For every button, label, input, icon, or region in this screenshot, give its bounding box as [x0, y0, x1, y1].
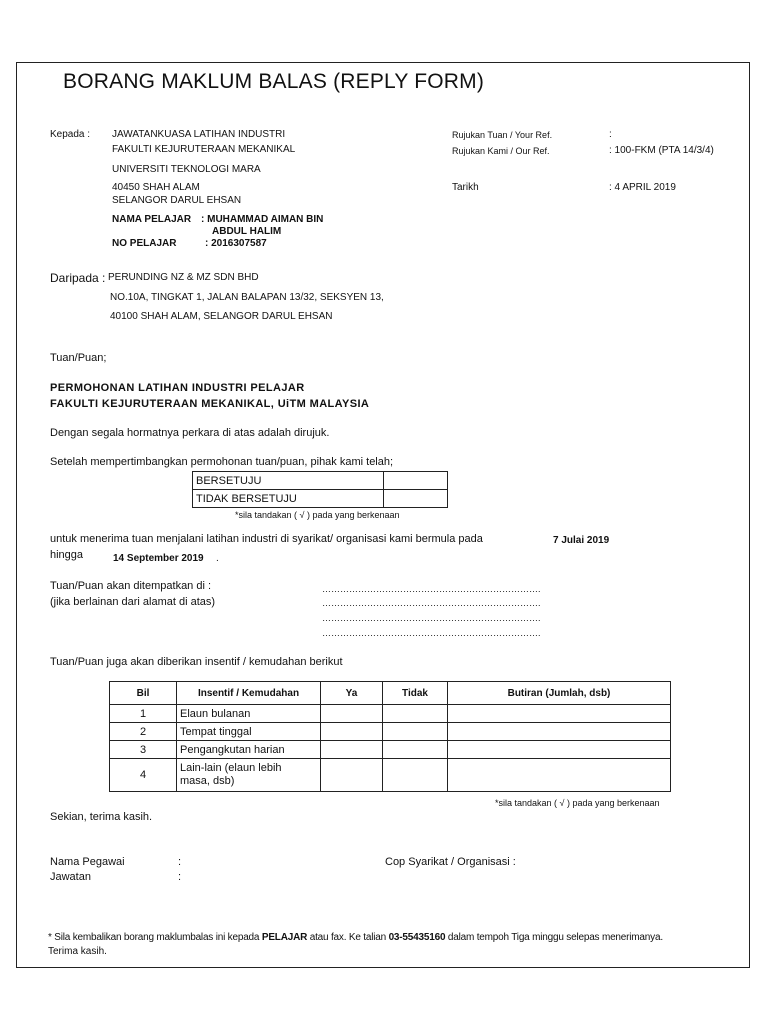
end-date: 14 September 2019: [113, 553, 204, 564]
paragraph-3: untuk menerima tuan menjalani latihan industri di syarikat/ organisasi kami bermula pada: [50, 533, 483, 545]
cell-butiran[interactable]: [448, 723, 671, 741]
placement-label: Tuan/Puan akan ditempatkan di :: [50, 580, 212, 592]
row-item-line-1: Lain-lain (elaun lebih: [180, 762, 282, 774]
table-row: [110, 723, 671, 741]
cell-ya[interactable]: [321, 705, 383, 723]
row-number: 3: [110, 741, 177, 759]
footer-pelajar: PELAJAR: [261, 932, 308, 943]
cell-tidak[interactable]: [383, 759, 448, 792]
tick-note-2: *sila tandakan ( √ ) pada yang berkenaan: [495, 798, 660, 808]
cell-tidak[interactable]: [383, 723, 448, 741]
table-row: [110, 759, 671, 792]
row-item: Tempat tinggal: [177, 723, 321, 741]
row-number: 1: [110, 705, 177, 723]
footer-phone: 03-55435160: [388, 932, 446, 943]
row-number: 2: [110, 723, 177, 741]
kepada-line-1: JAWATANKUASA LATIHAN INDUSTRI: [112, 129, 286, 140]
salutation: Tuan/Puan;: [50, 352, 107, 364]
daripada-line-3: 40100 SHAH ALAM, SELANGOR DARUL EHSAN: [110, 311, 333, 322]
footer-text-3: dalam tempoh Tiga minggu selepas menerimanya.: [445, 932, 663, 943]
daripada-label: Daripada :: [50, 271, 106, 285]
header-ya: Ya: [321, 682, 383, 705]
row-item: Pengangkutan harian: [177, 741, 321, 759]
student-no-value: : 2016307587: [205, 238, 267, 249]
footer-thanks: Terima kasih.: [48, 946, 107, 957]
paragraph-2: Setelah mempertimbangkan permohonan tuan/puan, pihak kami telah;: [50, 456, 394, 468]
cell-tidak[interactable]: [383, 741, 448, 759]
officer-name-label: Nama Pegawai: [50, 856, 125, 868]
daripada-line-2: NO.10A, TINGKAT 1, JALAN BALAPAN 13/32, SEKSYEN 13,: [110, 292, 384, 303]
placement-dots-2[interactable]: ……………………………………………………………….: [322, 598, 541, 608]
table-row: [110, 705, 671, 723]
placement-note: (jika berlainan dari alamat di atas): [50, 596, 216, 608]
date-label: Tarikh: [452, 182, 479, 193]
date-value: : 4 APRIL 2019: [609, 182, 676, 193]
table-row: [193, 490, 448, 508]
your-ref-value: :: [609, 129, 612, 140]
approval-table: [192, 471, 448, 508]
cell-ya[interactable]: [321, 741, 383, 759]
cell-butiran[interactable]: [448, 759, 671, 792]
position-colon: :: [178, 871, 182, 883]
cell-butiran[interactable]: [448, 741, 671, 759]
subject-line-2: FAKULTI KEJURUTERAAN MEKANIKAL, UiTM MALAYSIA: [50, 398, 370, 410]
row-item-line-2: masa, dsb): [180, 775, 235, 787]
checkbox-bersetuju[interactable]: [384, 472, 448, 490]
company-stamp-label: Cop Syarikat / Organisasi :: [385, 856, 516, 868]
student-name-value-2: ABDUL HALIM: [212, 226, 282, 237]
row-item: Elaun bulanan: [177, 705, 321, 723]
kepada-label: Kepada :: [50, 129, 91, 140]
end-date-dot: .: [216, 553, 219, 564]
student-name-value: : MUHAMMAD AIMAN BIN: [201, 214, 324, 225]
your-ref-label: Rujukan Tuan / Your Ref.: [452, 130, 553, 140]
our-ref-value: : 100-FKM (PTA 14/3/4): [609, 145, 714, 156]
placement-dots-1[interactable]: ……………………………………………………………….: [322, 584, 541, 594]
student-name-label: NAMA PELAJAR: [112, 214, 192, 225]
placement-dots-4[interactable]: ……………………………………………………………….: [322, 628, 541, 638]
header-tidak: Tidak: [383, 682, 448, 705]
our-ref-label: Rujukan Kami / Our Ref.: [452, 146, 550, 156]
start-date: 7 Julai 2019: [553, 535, 610, 546]
cell-ya[interactable]: [321, 723, 383, 741]
officer-name-colon: :: [178, 856, 182, 868]
closing: Sekian, terima kasih.: [50, 811, 153, 823]
form-title: BORANG MAKLUM BALAS (REPLY FORM): [63, 70, 485, 93]
subject-line-1: PERMOHONAN LATIHAN INDUSTRI PELAJAR: [50, 382, 305, 394]
daripada-line-1: PERUNDING NZ & MZ SDN BHD: [108, 272, 259, 283]
kepada-line-2: FAKULTI KEJURUTERAAN MEKANIKAL: [112, 144, 296, 155]
kepada-line-5: SELANGOR DARUL EHSAN: [112, 195, 242, 206]
footer-note: [48, 932, 663, 943]
header-insentif: Insentif / Kemudahan: [177, 682, 321, 705]
row-number: 4: [110, 759, 177, 792]
incentive-table: [109, 681, 671, 792]
checkbox-tidak-bersetuju[interactable]: [384, 490, 448, 508]
footer-text-2: atau fax. Ke talian: [307, 932, 389, 943]
row-item: [177, 759, 321, 792]
paragraph-4: Tuan/Puan juga akan diberikan insentif / kemudahan berikut: [50, 656, 343, 668]
option-bersetuju: BERSETUJU: [193, 472, 384, 490]
hingga-label: hingga: [50, 549, 84, 561]
cell-ya[interactable]: [321, 759, 383, 792]
table-row: [110, 741, 671, 759]
kepada-line-3: UNIVERSITI TEKNOLOGI MARA: [112, 164, 261, 175]
footer-text-1: * Sila kembalikan borang maklumbalas ini kepada: [48, 932, 262, 943]
paragraph-1: Dengan segala hormatnya perkara di atas adalah dirujuk.: [50, 427, 330, 439]
header-butiran: Butiran (Jumlah, dsb): [448, 682, 671, 705]
student-no-label: NO PELAJAR: [112, 238, 177, 249]
table-row: [193, 472, 448, 490]
table-header-row: [110, 682, 671, 705]
header-bil: Bil: [110, 682, 177, 705]
tick-note-1: *sila tandakan ( √ ) pada yang berkenaan: [235, 510, 400, 520]
option-tidak-bersetuju: TIDAK BERSETUJU: [193, 490, 384, 508]
kepada-line-4: 40450 SHAH ALAM: [112, 182, 200, 193]
cell-tidak[interactable]: [383, 705, 448, 723]
cell-butiran[interactable]: [448, 705, 671, 723]
position-label: Jawatan: [50, 871, 91, 883]
placement-dots-3[interactable]: ……………………………………………………………….: [322, 613, 541, 623]
